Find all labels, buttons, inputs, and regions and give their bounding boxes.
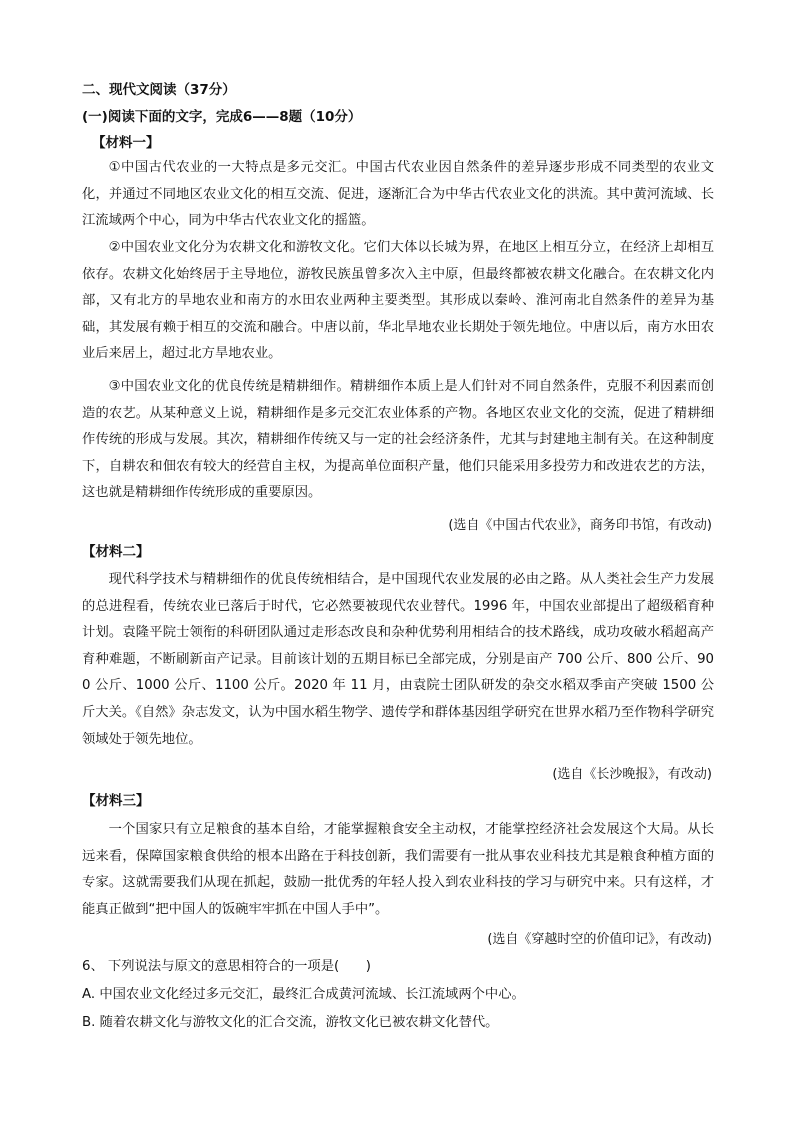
question-6-option-a[interactable]: A. 中国农业文化经过多元交汇，最终汇合成黄河流域、长江流域两个中心。: [82, 987, 525, 1002]
section-subtitle: (一)阅读下面的文字，完成6——8题（10分）: [82, 109, 362, 125]
question-6-stem: 6、 下列说法与原文的意思相符合的一项是( ): [82, 959, 371, 974]
material-2-label: 【材料二】: [82, 544, 150, 560]
material-2-source: (选自《长沙晚报》，有改动): [552, 767, 712, 782]
material-1-label: 【材料一】: [92, 135, 160, 151]
material-1-paragraph-2: ②中国农业文化分为农耕文化和游牧文化。它们大体以长城为界，在地区上相互分立，在经济上却相互依存。农耕文化始终居于主导地位，游牧民族虽曾多次入主中原，但最终都被农耕文化融合。在农耕文化内部，又有北方的旱地农业和南方的水田农业两种主要类型。其形成以秦岭、淮河南北自然条件的差异为基础，其发展有赖于相互的交流和融合。中唐以前，华北旱地农业长期处于领先地位。中唐以后，南方水田农业后来居上，超过北方旱地农业。: [82, 240, 714, 362]
material-1-source: (选自《中国古代农业》，商务印书馆，有改动): [448, 518, 712, 533]
material-3-label: 【材料三】: [82, 793, 150, 809]
material-1-paragraph-3: ③中国农业文化的优良传统是精耕细作。精耕细作本质上是人们针对不同自然条件，克服不利因素而创造的农艺。从某种意义上说，精耕细作是多元交汇农业体系的产物。各地区农业文化的交流，促进了精耕细作传统的形成与发展。其次，精耕细作传统又与一定的社会经济条件，尤其与封建地主制有关。在这种制度下，自耕农和佃农有较大的经营自主权，为提高单位面积产量，他们只能采用多投劳力和改进农艺的方法，这也就是精耕细作传统形成的重要原因。: [82, 379, 714, 501]
material-3-source: (选自《穿越时空的价值印记》，有改动): [487, 932, 712, 947]
section-title: 二、现代文阅读（37分）: [82, 82, 236, 98]
material-2-paragraph-1: 现代科学技术与精耕细作的优良传统相结合，是中国现代农业发展的必由之路。从人类社会生产力发展的总进程看，传统农业已落后于时代，它必然要被现代农业替代。1996 年，中国农业部提出了超级稻育种计划。袁隆平院士领衔的科研团队通过走形态改良和杂种优势利用相结合的技术路线，成功攻破水稻超高产育种难题，不断刷新亩产记录。目前该计划的五期目标已全部完成，分别是亩产 700 公斤、800 公斤、900 公斤、1000 公斤、1100 公斤。2020 年 11 月，由袁院士团队研发的杂交水稻双季亩产突破 1500 公斤大关。《自然》杂志发文，认为中国水稻生物学、遗传学和群体基因组学研究在世界水稻乃至作物科学研究领域处于领先地位。: [82, 572, 714, 747]
question-6-option-b[interactable]: B. 随着农耕文化与游牧文化的汇合交流，游牧文化已被农耕文化替代。: [82, 1015, 499, 1030]
material-1-paragraph-1: ①中国古代农业的一大特点是多元交汇。中国古代农业因自然条件的差异逐步形成不同类型的农业文化，并通过不同地区农业文化的相互交流、促进，逐渐汇合为中华古代农业文化的洪流。其中黄河流域、长江流域两个中心，同为中华古代农业文化的摇篮。: [82, 160, 714, 229]
material-3-paragraph-1: 一个国家只有立足粮食的基本自给，才能掌握粮食安全主动权，才能掌控经济社会发展这个大局。从长远来看，保障国家粮食供给的根本出路在于科技创新，我们需要有一批从事农业科技尤其是粮食种植方面的专家。这就需要我们从现在抓起，鼓励一批优秀的年轻人投入到农业科技的学习与研究中来。只有这样，才能真正做到“把中国人的饭碗牢牢抓在中国人手中”。: [82, 822, 714, 917]
